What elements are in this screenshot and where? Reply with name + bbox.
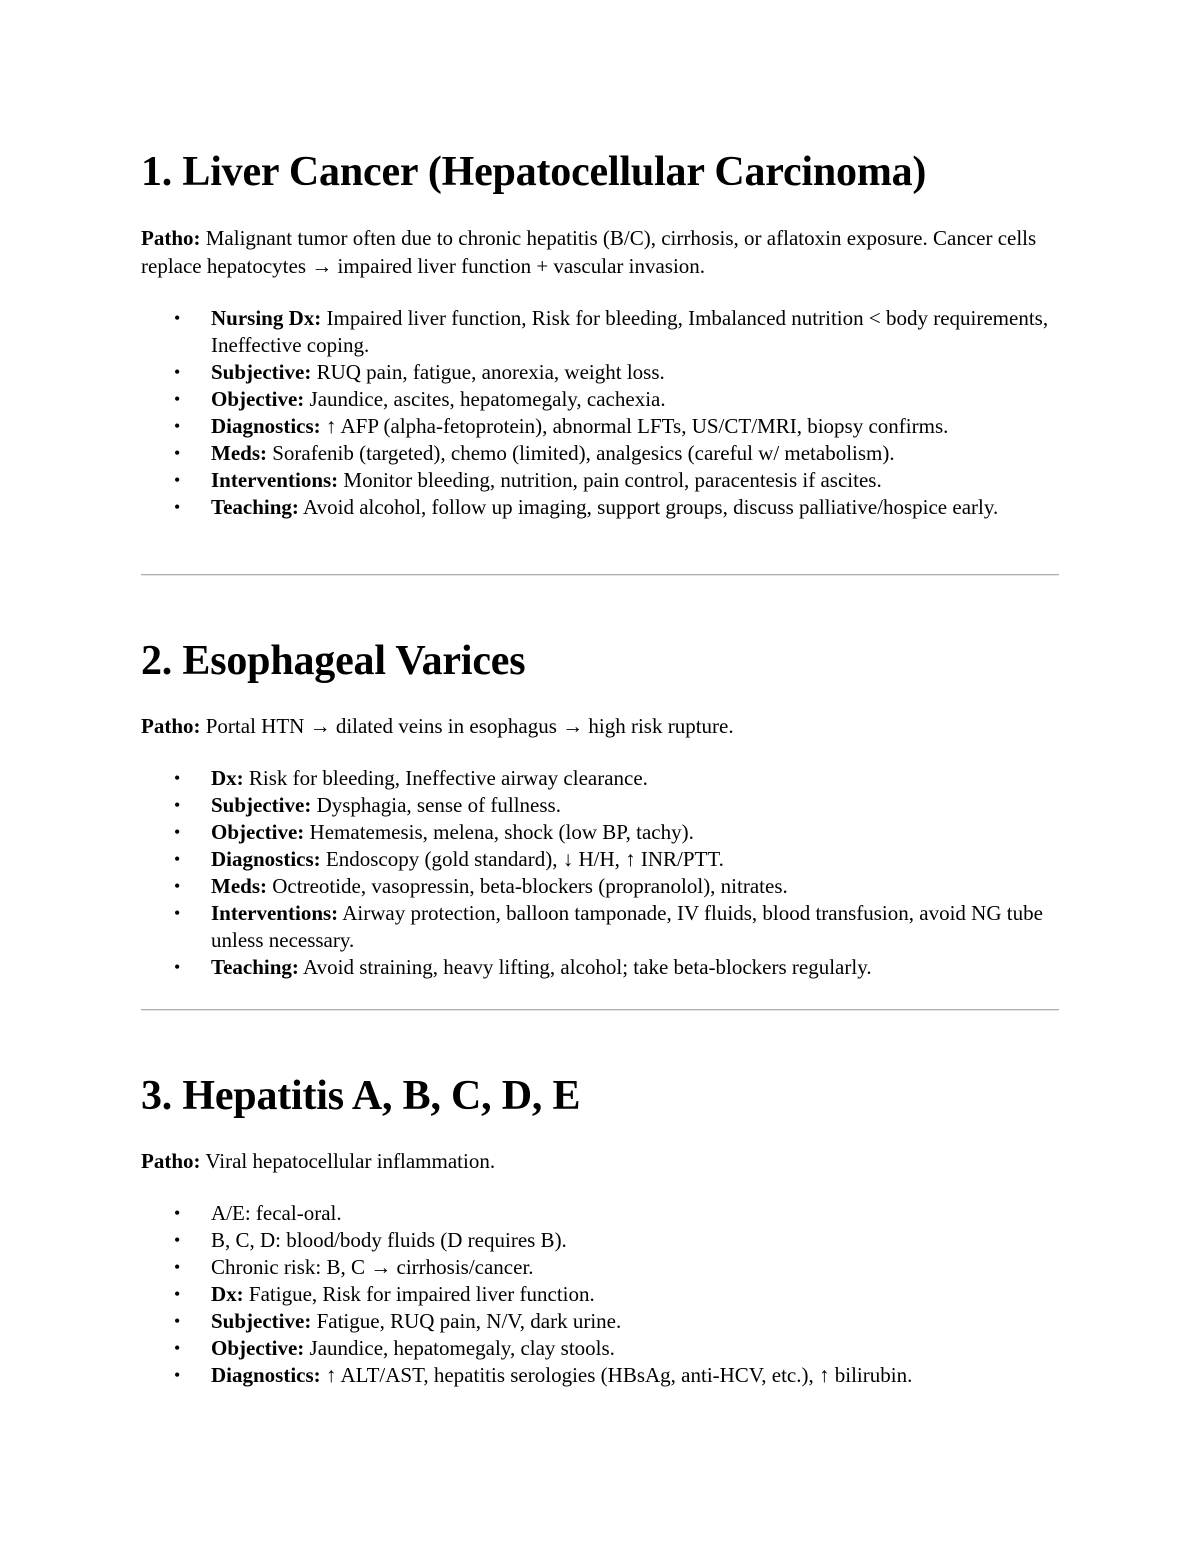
patho-text: Portal HTN → dilated veins in esophagus → high risk rupture. — [200, 714, 734, 738]
section-heading: 3. Hepatitis A, B, C, D, E — [141, 1073, 581, 1119]
list-item — [174, 954, 1059, 981]
item-text: A/E: fecal-oral. — [211, 1201, 342, 1225]
item-label: Nursing Dx: — [211, 306, 322, 330]
list-item — [174, 1335, 1059, 1362]
item-text: Avoid straining, heavy lifting, alcohol; take beta-blockers regularly. — [298, 955, 872, 979]
item-text: Impaired liver function, Risk for bleeding, Imbalanced nutrition < body requirements, Ineffective coping. — [211, 306, 1049, 357]
bullet-icon: • — [174, 876, 181, 896]
bullet-icon: • — [174, 1284, 181, 1304]
list-item — [174, 440, 1059, 467]
bullet-icon: • — [174, 416, 181, 436]
item-text: Sorafenib (targeted), chemo (limited), analgesics (careful w/ metabolism). — [267, 441, 895, 465]
item-text: Dysphagia, sense of fullness. — [311, 793, 561, 817]
section-hepatitis — [141, 1071, 1059, 1389]
list-item — [174, 1308, 1059, 1335]
list-item — [174, 1281, 1059, 1308]
list-item — [174, 792, 1059, 819]
bullet-icon: • — [174, 497, 181, 517]
bullet-icon: • — [174, 470, 181, 490]
section-divider — [141, 574, 1059, 576]
section-heading: 2. Esophageal Varices — [141, 638, 526, 684]
item-text: ↑ AFP (alpha-fetoprotein), abnormal LFTs, US/CT/MRI, biopsy confirms. — [320, 414, 949, 438]
item-label: Objective: — [211, 1336, 305, 1360]
list-item — [174, 819, 1059, 846]
patho-text: Malignant tumor often due to chronic hepatitis (B/C), cirrhosis, or aflatoxin exposure. Cancer cells replace hepatocytes → impaired liver function + vascular invasion. — [141, 226, 1037, 278]
item-text: ↑ ALT/AST, hepatitis serologies (HBsAg, anti-HCV, etc.), ↑ bilirubin. — [320, 1363, 913, 1387]
bullet-icon: • — [174, 362, 181, 382]
list-item — [174, 846, 1059, 873]
list-item — [174, 467, 1059, 494]
item-text: Monitor bleeding, nutrition, pain control, paracentesis if ascites. — [338, 468, 882, 492]
item-label: Diagnostics: — [211, 414, 321, 438]
patho-label: Patho: — [141, 714, 201, 738]
item-text: Airway protection, balloon tamponade, IV fluids, blood transfusion, avoid NG tube unless necessary. — [211, 901, 1043, 952]
item-text: Risk for bleeding, Ineffective airway clearance. — [243, 766, 648, 790]
bullet-icon: • — [174, 849, 181, 869]
patho-label: Patho: — [141, 1149, 201, 1173]
patho-paragraph — [141, 224, 1059, 280]
list-item — [174, 386, 1059, 413]
list-item — [174, 413, 1059, 440]
item-label: Teaching: — [211, 495, 299, 519]
item-label: Subjective: — [211, 793, 312, 817]
item-text: RUQ pain, fatigue, anorexia, weight loss. — [311, 360, 665, 384]
bullet-icon: • — [174, 768, 181, 788]
section-divider — [141, 1009, 1059, 1011]
item-text: Jaundice, hepatomegaly, clay stools. — [304, 1336, 615, 1360]
item-label: Objective: — [211, 387, 305, 411]
item-label: Dx: — [211, 766, 244, 790]
list-item — [174, 494, 1059, 521]
item-label: Teaching: — [211, 955, 299, 979]
list-item — [174, 1362, 1059, 1389]
list-item — [174, 900, 1059, 954]
bullet-icon: • — [174, 1230, 181, 1250]
bullet-icon: • — [174, 957, 181, 977]
item-label: Subjective: — [211, 1309, 312, 1333]
list-item — [174, 1254, 1059, 1281]
bullet-icon: • — [174, 1311, 181, 1331]
section-liver-cancer — [141, 147, 1059, 521]
item-text: Hematemesis, melena, shock (low BP, tachy). — [304, 820, 694, 844]
item-text: Fatigue, Risk for impaired liver function. — [243, 1282, 595, 1306]
patho-text: Viral hepatocellular inflammation. — [200, 1149, 496, 1173]
item-text: Endoscopy (gold standard), ↓ H/H, ↑ INR/PTT. — [320, 847, 724, 871]
item-label: Interventions: — [211, 901, 339, 925]
list-item — [174, 873, 1059, 900]
bullet-icon: • — [174, 822, 181, 842]
item-label: Subjective: — [211, 360, 312, 384]
bullet-icon: • — [174, 389, 181, 409]
item-text: B, C, D: blood/body fluids (D requires B). — [211, 1228, 567, 1252]
item-text: Chronic risk: B, C → cirrhosis/cancer. — [211, 1255, 534, 1279]
list-item — [174, 359, 1059, 386]
section-esophageal-varices — [141, 636, 1059, 981]
item-label: Dx: — [211, 1282, 244, 1306]
item-text: Fatigue, RUQ pain, N/V, dark urine. — [311, 1309, 622, 1333]
bullet-icon: • — [174, 308, 181, 328]
item-label: Objective: — [211, 820, 305, 844]
item-label: Diagnostics: — [211, 1363, 321, 1387]
list-item — [174, 1200, 1059, 1227]
bullet-icon: • — [174, 1203, 181, 1223]
list-item — [174, 1227, 1059, 1254]
list-item — [174, 305, 1059, 359]
bullet-icon: • — [174, 1257, 181, 1277]
bullet-list — [141, 1200, 1059, 1389]
section-heading: 1. Liver Cancer (Hepatocellular Carcinoma) — [141, 149, 927, 195]
item-label: Meds: — [211, 441, 267, 465]
bullet-icon: • — [174, 903, 181, 923]
bullet-icon: • — [174, 1338, 181, 1358]
bullet-icon: • — [174, 1365, 181, 1385]
patho-paragraph — [141, 712, 1059, 740]
bullet-icon: • — [174, 795, 181, 815]
item-text: Jaundice, ascites, hepatomegaly, cachexia. — [304, 387, 666, 411]
list-item — [174, 765, 1059, 792]
patho-label: Patho: — [141, 226, 201, 250]
item-text: Avoid alcohol, follow up imaging, support groups, discuss palliative/hospice early. — [298, 495, 999, 519]
item-text: Octreotide, vasopressin, beta-blockers (propranolol), nitrates. — [267, 874, 788, 898]
item-label: Diagnostics: — [211, 847, 321, 871]
bullet-list — [141, 765, 1059, 981]
bullet-list — [141, 305, 1059, 521]
patho-paragraph — [141, 1147, 1059, 1175]
item-label: Interventions: — [211, 468, 339, 492]
bullet-icon: • — [174, 443, 181, 463]
item-label: Meds: — [211, 874, 267, 898]
